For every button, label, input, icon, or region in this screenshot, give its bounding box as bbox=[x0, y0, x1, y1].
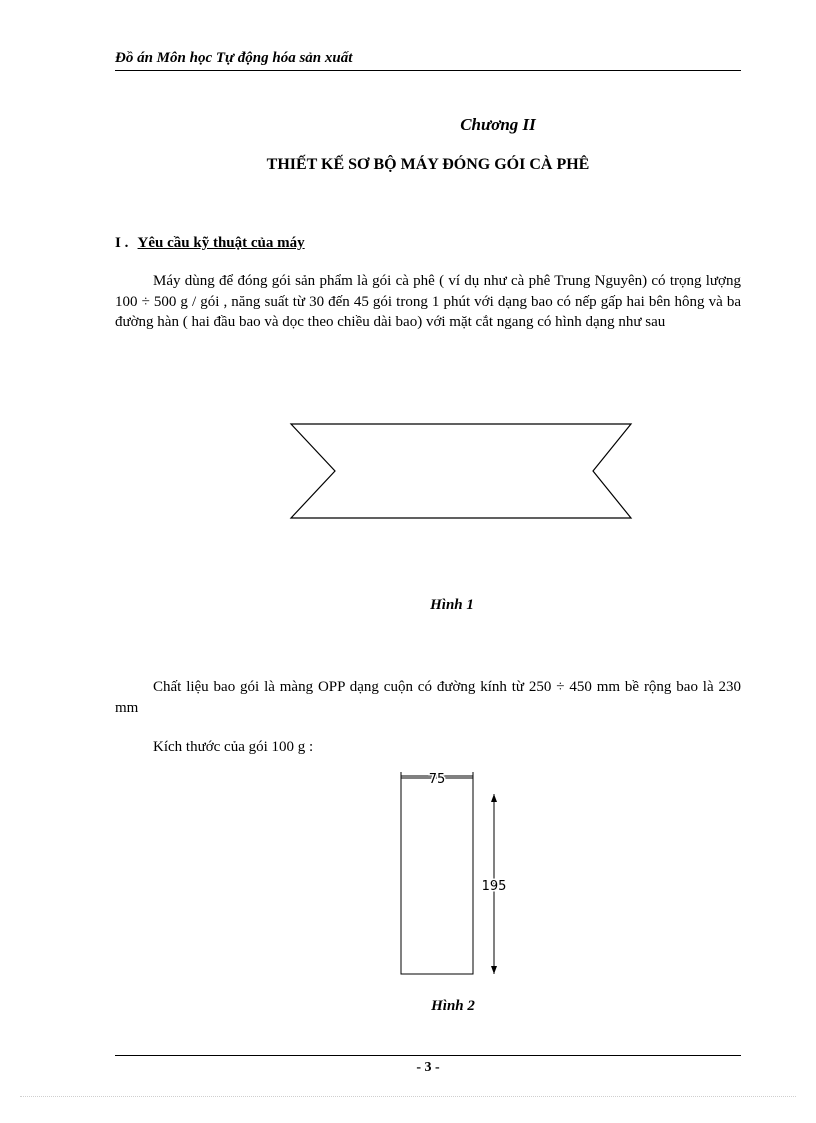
chapter-title: THIẾT KẾ SƠ BỘ MÁY ĐÓNG GÓI CÀ PHÊ bbox=[266, 156, 590, 173]
paragraph-material: Chất liệu bao gói là màng OPP dạng cuộn có đường kính từ 250 ÷ 450 mm bề rộng bao là 230 mm bbox=[115, 679, 741, 716]
height-dimension-label: 195 bbox=[481, 879, 507, 894]
width-dimension-label: 75 bbox=[428, 772, 446, 787]
bag-outline bbox=[401, 776, 473, 974]
section-number: I . bbox=[115, 235, 129, 251]
footer-divider bbox=[115, 1055, 741, 1056]
page-header-title: Đồ án Môn học Tự động hóa sản xuất bbox=[115, 50, 353, 66]
paragraph-dimensions: Kích thước của gói 100 g : bbox=[153, 739, 314, 755]
figure-2-dimension-drawing bbox=[380, 768, 520, 983]
page-number: - 3 - bbox=[416, 1060, 440, 1075]
section-title: Yêu cầu kỹ thuật của máy bbox=[137, 235, 305, 251]
chapter-label: Chương II bbox=[460, 115, 536, 134]
page-bottom-border bbox=[20, 1096, 796, 1097]
bag-cross-section-shape bbox=[291, 424, 631, 518]
figure-2-caption: Hình 2 bbox=[431, 998, 475, 1014]
figure-1-caption: Hình 1 bbox=[430, 597, 474, 613]
paragraph-requirements: Máy dùng để đóng gói sản phẩm là gói cà phê ( ví dụ như cà phê Trung Nguyên) có trọng lượng 100 ÷ 500 g / gói , năng suất từ 30 đến 45 gói trong 1 phút với dạng bao có nếp gấp hai bên hông và ba đường hàn ( hai đầu bao và dọc theo chiều dài bao) với mặt cắt ngang có hình dạng như sau bbox=[115, 273, 741, 330]
